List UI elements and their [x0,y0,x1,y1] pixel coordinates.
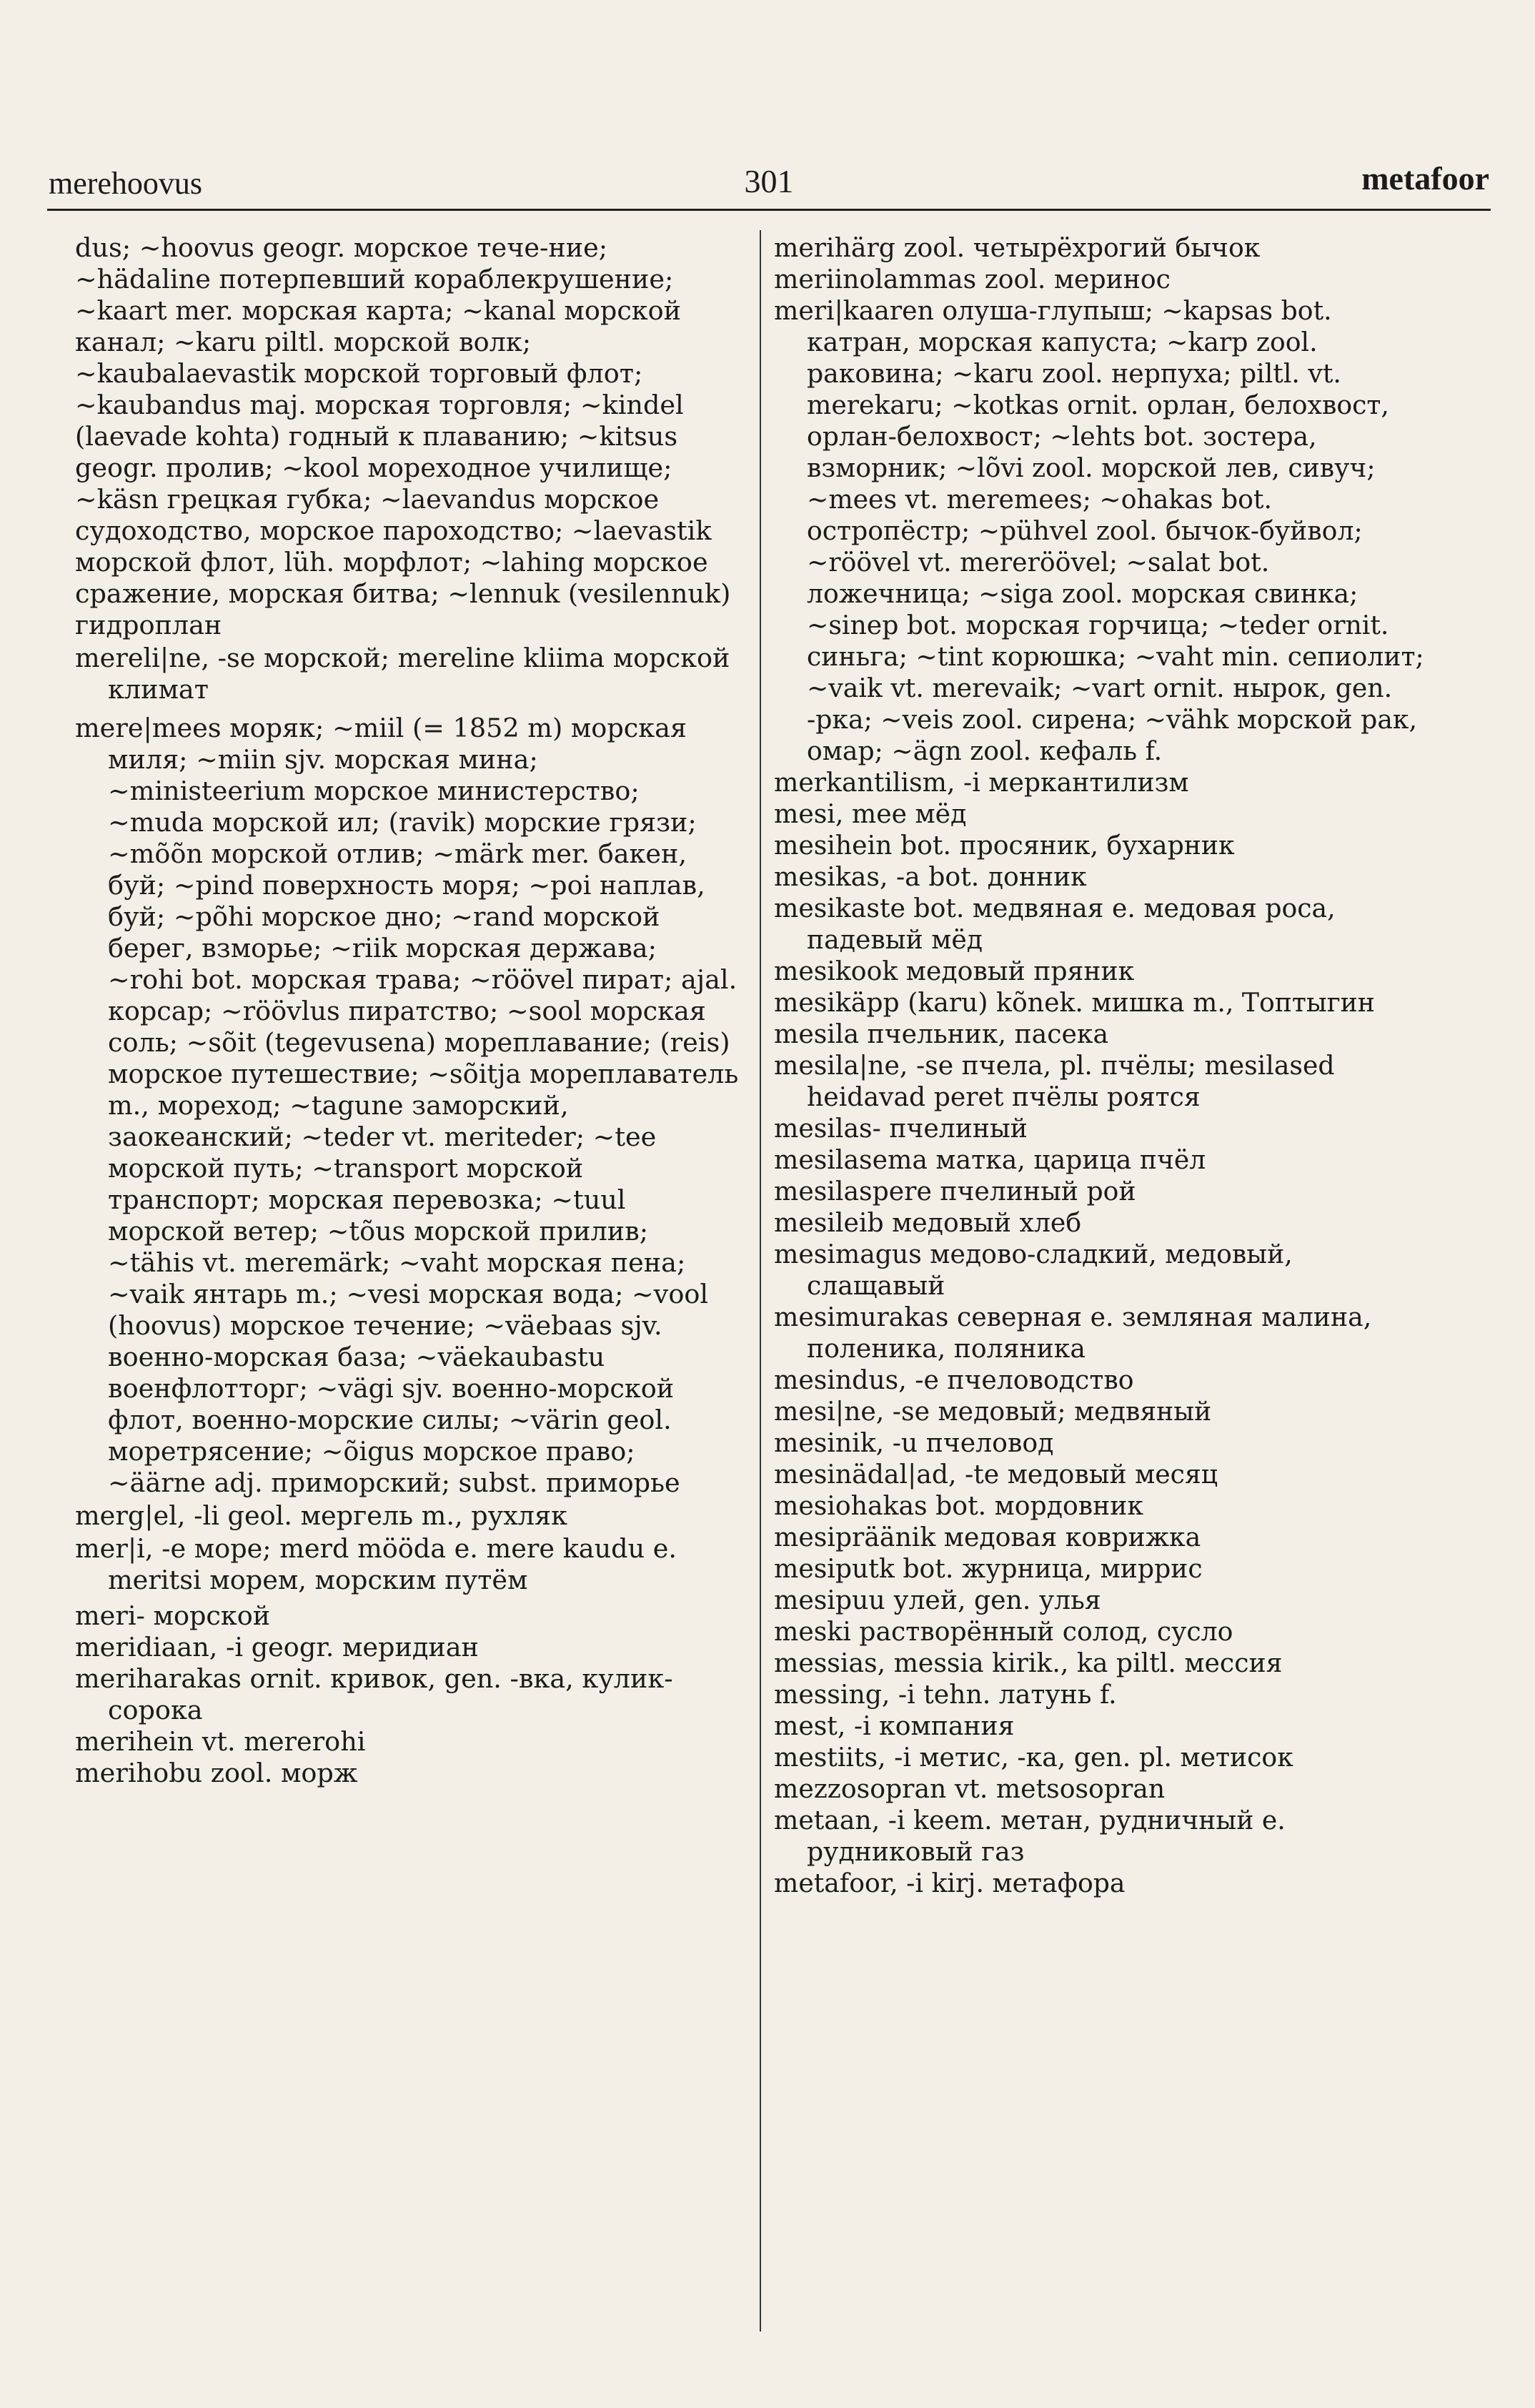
dictionary-entry: messing, -i tehn. латунь f. [774,1679,1117,1710]
dictionary-entry: dus; ~hoovus geogr. морское тече-ние; ~hädaline потерпевший кораблекрушение; ~kaart mer. морская карта; ~kanal морской канал; ~karu piltl. морской волк; ~kaubalaevastik морской торговый флот; ~kaubandus maj. морская торговля; ~kindel (laevade kohta) годный к плаванию; ~kitsus geogr. пролив; ~kool мореходное училище; ~käsn грецкая губка; ~laevandus морское судоходство, морское пароходство; ~laevastik морской флот, lüh. морфлот; ~lahing морское сражение, морская битва; ~lennuk (vesilennuk) гидроплан [75,232,731,640]
dictionary-entry: meri|kaaren олуша-глупыш; ~kapsas bot. катран, морская капуста; ~karp zool. раковина; ~karu zool. нерпуха; piltl. vt. merekaru; ~kotkas ornit. орлан, белохвост, орлан-белохвост; ~lehts bot. зостера, взморник; ~lõvi zool. морской лев, сивуч; ~mees vt. meremees; ~ohakas bot. остропёстр; ~pühvel zool. бычок-буйвол; ~röövel vt. mereröövel; ~salat bot. ложечница; ~siga zool. морская свинка; ~sinep bot. морская горчица; ~teder ornit. синьга; ~tint корюшка; ~vaht min. сепиолит; ~vaik vt. merevaik; ~vart ornit. нырок, gen. -рка; ~veis zool. сирена; ~vähk морской рак, омар; ~ägn zool. кефаль f. [774,295,1424,766]
dictionary-entry: mesinik, -u пчеловод [774,1427,1054,1458]
dictionary-entry: mesilaspere пчелиный рой [774,1176,1136,1207]
dictionary-entry: mestiits, -i метис, -ка, gen. pl. метисок [774,1742,1293,1773]
dictionary-entry: merkantilism, -i меркантилизм [774,767,1189,798]
dictionary-entry: mesi, mee мёд [774,798,967,829]
dictionary-entry: mesikaste bot. медвяная e. медовая роса, падевый мёд [774,893,1336,955]
dictionary-entry: mesinädal|ad, -te медовый месяц [774,1459,1218,1490]
dictionary-entry: mesipräänik медовая коврижка [774,1522,1201,1552]
header-left-guideword: merehoovus [49,166,203,201]
dictionary-entry: metaan, -i keem. метан, рудничный e. рудниковый газ [774,1805,1286,1867]
dictionary-entry: mesihein bot. просяник, бухарник [774,830,1235,861]
header-right-guideword: metafoor [1361,160,1489,197]
dictionary-entry: meriinolammas zool. меринос [774,264,1171,294]
left-column [75,232,740,1789]
dictionary-entry: meridiaan, -i geogr. меридиан [75,1632,479,1663]
dictionary-entry: mesiohakas bot. мордовник [774,1490,1144,1521]
dictionary-entry: mesimagus медово-сладкий, медовый, слащавый [774,1239,1293,1301]
dictionary-entry: mesiputk bot. журница, миррис [774,1553,1203,1584]
dictionary-entry: merihärg zool. четырёхрогий бычок [774,232,1261,263]
dictionary-entry: merg|el, -li geol. мергель m., рухляк [75,1500,567,1531]
running-head [49,156,1489,206]
dictionary-entry: meri- морской [75,1600,271,1631]
dictionary-entry: merihobu zool. морж [75,1758,358,1788]
dictionary-entry: mesileib медовый хлеб [774,1207,1082,1238]
dictionary-entry: mesikas, -a bot. донник [774,861,1087,892]
dictionary-entry: mesikäpp (karu) kõnek. мишка m., Топтыгин [774,987,1375,1018]
dictionary-entry: mesilasema матка, царица пчёл [774,1144,1206,1175]
dictionary-entry: mesikook медовый пряник [774,956,1135,986]
dictionary-entry: meriharakas ornit. кривок, gen. -вка, кулик-сорока [75,1663,673,1725]
dictionary-entry: meski растворённый солод, сусло [774,1616,1233,1647]
dictionary-entry: mesimurakas северная e. земляная малина, поленика, поляника [774,1302,1372,1364]
dictionary-entry: mer|i, -e море; merd mööda e. mere kaudu e. meritsi морем, морским путём [75,1533,677,1595]
dictionary-entry: mesipuu улей, gen. улья [774,1585,1101,1615]
dictionary-entry: messias, messia kirik., ka piltl. мессия [774,1648,1283,1678]
header-rule [47,209,1491,211]
page-number: 301 [744,163,794,199]
dictionary-entry: mest, -i компания [774,1710,1015,1741]
dictionary-entry: merihein vt. mererohi [75,1726,366,1757]
dictionary-entry: mere|mees моряк; ~miil (= 1852 m) морская миля; ~miin sjv. морская мина; ~ministeerium морское министерство; ~muda морской ил; (ravik) морские грязи; ~mõõn морской отлив; ~märk mer. бакен, буй; ~pind поверхность моря; ~poi наплав, буй; ~põhi морское дно; ~rand морской берег, взморье; ~riik морская держава; ~rohi bot. морская трава; ~röövel пират; ajal. корсар; ~röövlus пиратство; ~sool морская соль; ~sõit (tegevusena) мореплавание; (reis) морское путешествие; ~sõitja мореплаватель m., мореход; ~tagune заморский, заокеанский; ~teder vt. meriteder; ~tee морской путь; ~transport морской транспорт; морская перевозка; ~tuul морской ветер; ~tõus морской прилив; ~tähis vt. meremärk; ~vaht морская пена; ~vaik янтарь m.; ~vesi морская вода; ~vool (hoovus) морское течение; ~väebaas sjv. военно-морская база; ~väekaubastu военфлотторг; ~vägi sjv. военно-морской флот, военно-морские силы; ~värin geol. моретрясение; ~õigus морское право; ~äärne adj. приморский; subst. приморье [75,713,739,1498]
dictionary-entry: metafoor, -i kirj. метафора [774,1868,1126,1898]
dictionary-entry: mesilas- пчелиный [774,1113,1028,1144]
dictionary-entry: mesi|ne, -se медовый; медвяный [774,1396,1212,1427]
dictionary-entry: mesila|ne, -se пчела, pl. пчёлы; mesilased heidavad peret пчёлы роятся [774,1050,1335,1112]
dictionary-entry: mereli|ne, -se морской; mereline kliima морской климат [75,643,730,705]
dictionary-entry: mezzosopran vt. metsosopran [774,1773,1166,1804]
dictionary-entry: mesindus, -e пчеловодство [774,1364,1134,1395]
dictionary-entry: mesila пчельник, пасека [774,1019,1109,1049]
right-column [760,232,1426,1899]
